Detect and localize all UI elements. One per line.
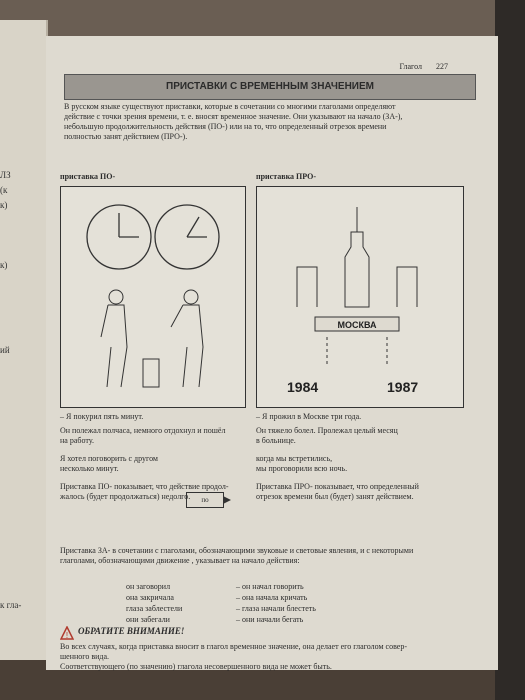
caption-po-rule: Приставка ПО- показывает, что действие продол-	[60, 482, 229, 491]
illustration-pro	[256, 186, 464, 408]
page-number: 227	[436, 62, 448, 71]
caption-pro-rule: Приставка ПРО- показывает, что определенный	[256, 482, 419, 491]
left-fragment: к гла-	[0, 600, 22, 610]
chapter-title: Глагол	[399, 62, 422, 71]
example-row: глаза заблестели – глаза начали блестеть	[126, 604, 316, 613]
left-fragment: ЛЗ	[0, 170, 11, 180]
page-header	[387, 62, 448, 71]
caption-pro-quote: – Я прожил в Москве три года.	[256, 412, 362, 421]
intro-line: действие с точки зрения времени, т. е. вносят временное значение. Они указывают на начало (ЗА-),	[64, 112, 403, 121]
attention-title: ОБРАТИТЕ ВНИМАНИЕ!	[78, 626, 185, 636]
caption-po: Я хотел поговорить с другом	[60, 454, 158, 463]
caption-po: несколько минут.	[60, 464, 119, 473]
caption-pro: в больнице.	[256, 436, 296, 445]
attention-text: Соответствующего (по значению) глагола несовершенного вида не может быть.	[60, 662, 332, 671]
left-fragment: к)	[0, 200, 8, 210]
caption-po-quote: – Я покурил пять минут.	[60, 412, 144, 421]
book-spine	[495, 0, 525, 700]
year-end: 1987	[387, 379, 419, 395]
example-row: он заговорил – он начал говорить	[126, 582, 304, 591]
example-row: они забегали – они начали бегать	[126, 615, 304, 624]
caption-pro: когда мы встретились,	[256, 454, 333, 463]
prefix-arrow-box: по	[186, 492, 224, 508]
caption-po-rule: жалось (будет продолжаться) недолго.	[60, 492, 191, 501]
caption-po: на работу.	[60, 436, 94, 445]
caption-pro: мы проговорили всю ночь.	[256, 464, 348, 473]
intro-line: небольшую продолжительность действия (ПО-) или на то, что определенный отрезок времени	[64, 122, 387, 131]
section-title: ПРИСТАВКИ С ВРЕМЕННЫМ ЗНАЧЕНИЕМ	[64, 74, 476, 100]
label-pro: приставка ПРО-	[256, 172, 317, 181]
year-start: 1984	[287, 379, 319, 395]
label-po: приставка ПО-	[60, 172, 116, 181]
book-page	[46, 36, 498, 670]
attention-text: Во всех случаях, когда приставка вносит в глагол временное значение, она делает его глаголом совер-	[60, 642, 408, 651]
clocks-smoker-illustration	[61, 187, 245, 407]
intro-line: В русском языке существуют приставки, которые в сочетании со многими глаголами определяют	[64, 102, 396, 111]
moscow-sign: МОСКВА	[337, 320, 377, 330]
examples-table	[126, 581, 316, 625]
left-fragment: к)	[0, 260, 8, 270]
za-text: глаголами, обозначающими движение , указывает на начало действия:	[60, 556, 300, 565]
left-fragment: ий	[0, 345, 10, 355]
za-text: Приставка ЗА- в сочетании с глаголами, обозначающими звуковые и световые явления, и с некоторыми	[60, 546, 414, 555]
warning-icon	[60, 626, 74, 640]
caption-pro: Он тяжело болел. Пролежал целый месяц	[256, 426, 398, 435]
intro-line: полностью занят действием (ПРО-).	[64, 132, 188, 141]
moscow-university-illustration	[257, 187, 463, 407]
svg-text:!: !	[65, 631, 69, 640]
left-page-edge	[0, 20, 48, 660]
caption-pro-rule: отрезок времени был (будет) занят действием.	[256, 492, 414, 501]
caption-po: Он полежал полчаса, немного отдохнул и пошёл	[60, 426, 226, 435]
left-fragment: (к	[0, 185, 8, 195]
example-row: она закричала – она начала кричать	[126, 593, 308, 602]
background-top	[0, 0, 525, 40]
attention-text: шенного вида.	[60, 652, 110, 661]
illustration-po	[60, 186, 246, 408]
